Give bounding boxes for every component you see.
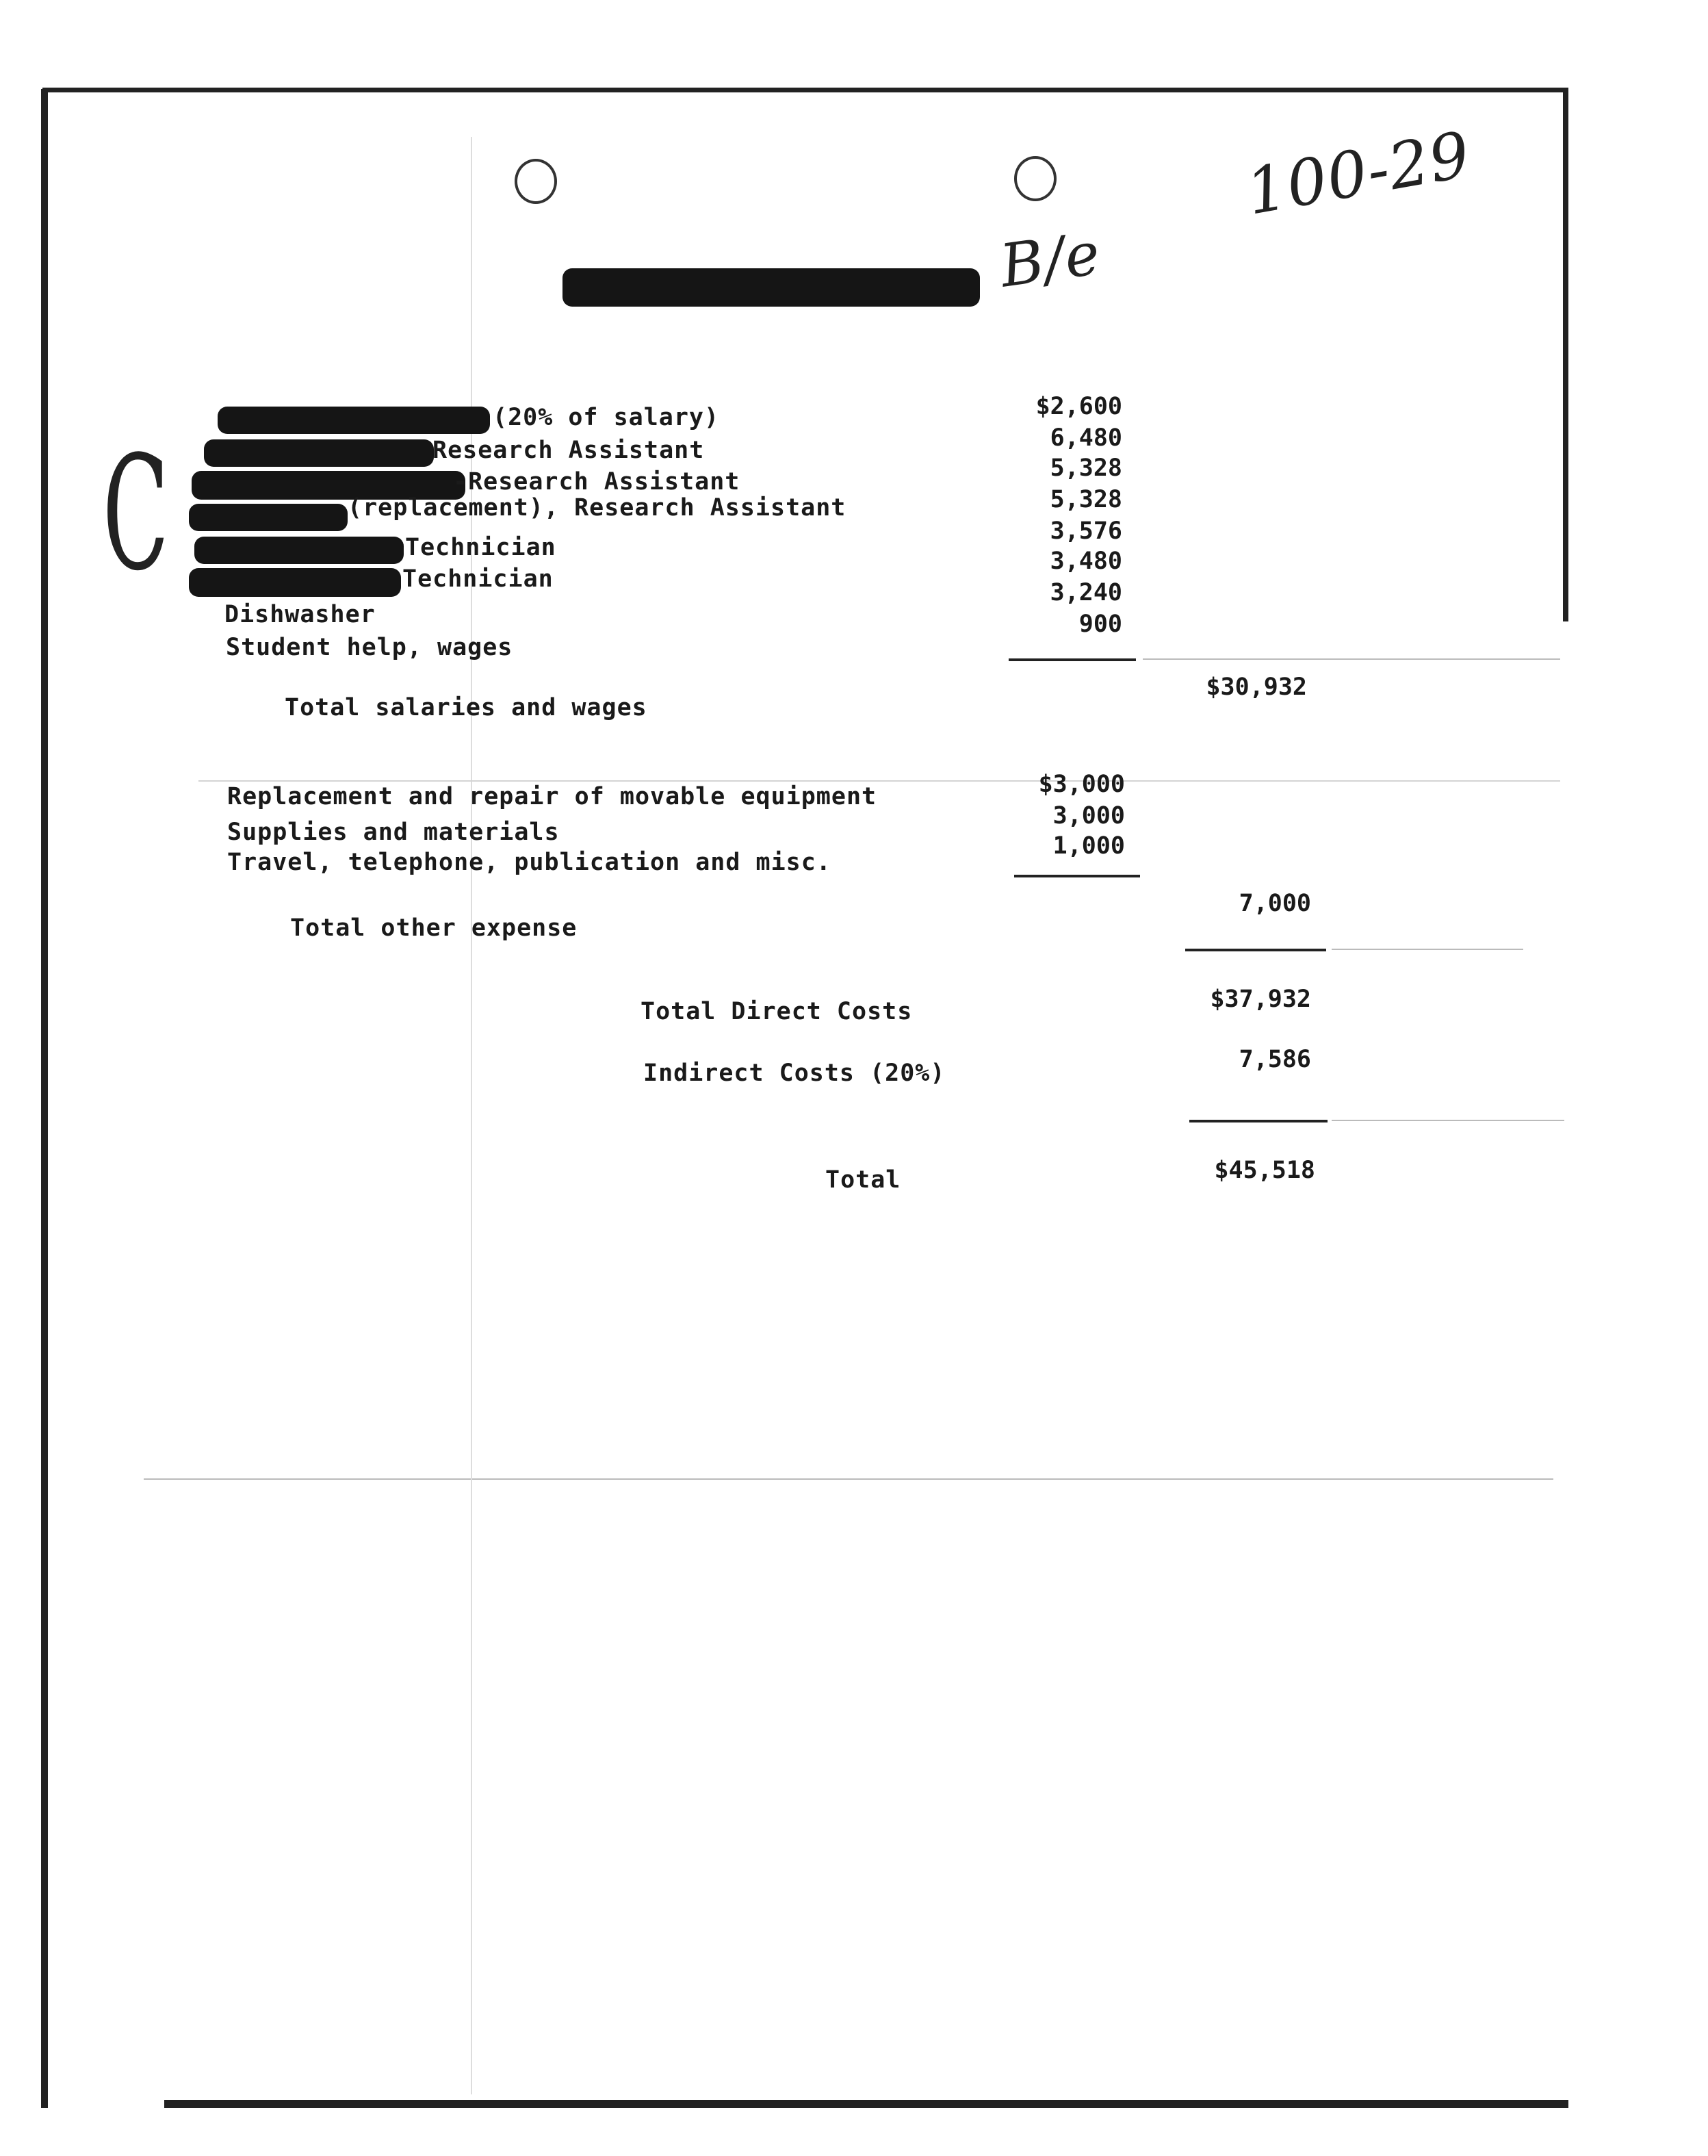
- total-direct-label: Total Direct Costs: [640, 998, 913, 1025]
- salary-label: Dishwasher: [224, 601, 376, 628]
- left-border: [41, 89, 48, 2108]
- salary-label: (20% of salary): [493, 404, 720, 431]
- salary-amount: 3,240: [1050, 579, 1122, 606]
- expense-label: Travel, telephone, publication and misc.: [227, 849, 831, 876]
- direct-costs-rule: [1185, 949, 1326, 951]
- punch-hole-right: [1014, 156, 1057, 201]
- salary-amount: 5,328: [1050, 486, 1122, 513]
- salary-dotted-rule: [1143, 658, 1560, 660]
- expense-amount: 1,000: [1052, 832, 1125, 860]
- top-border: [42, 88, 1568, 92]
- scan-fold-line: [144, 1478, 1553, 1480]
- right-border: [1563, 88, 1568, 621]
- expense-label: Replacement and repair of movable equipment: [227, 783, 877, 810]
- margin-bracket: C: [103, 423, 170, 606]
- redacted-name-4: [189, 504, 348, 531]
- total-direct-amount: $37,932: [1210, 986, 1311, 1013]
- total-other-amount: 7,000: [1239, 890, 1311, 917]
- redacted-name-5: [194, 537, 404, 564]
- indirect-costs-label: Indirect Costs (20%): [643, 1060, 946, 1087]
- expense-amount: 3,000: [1052, 802, 1125, 830]
- grand-total-label: Total: [825, 1166, 901, 1194]
- salary-label: Student help, wages: [226, 634, 513, 661]
- salary-amount: 3,480: [1050, 548, 1122, 575]
- salary-label: Research Assistant: [432, 437, 705, 464]
- grand-total-rule: [1189, 1120, 1328, 1122]
- salary-label: -Research Assistant: [453, 468, 740, 496]
- total-salaries-amount: $30,932: [1206, 673, 1307, 701]
- other-expense-dotted-rule: [198, 780, 1560, 782]
- salary-label: (replacement), Research Assistant: [348, 494, 846, 522]
- grand-total-amount: $45,518: [1214, 1157, 1315, 1184]
- salary-label: Technician: [402, 565, 554, 593]
- total-other-label: Total other expense: [290, 914, 578, 942]
- salary-amount: 3,576: [1050, 517, 1122, 545]
- punch-hole-left: [515, 159, 557, 204]
- salary-subtotal-rule: [1009, 658, 1136, 661]
- redacted-name-2: [204, 439, 434, 467]
- total-salaries-label: Total salaries and wages: [285, 694, 647, 721]
- handwritten-page-number: 100-29: [1241, 118, 1476, 229]
- grand-total-dotted-rule: [1332, 1120, 1564, 1121]
- salary-amount: $2,600: [1035, 393, 1122, 420]
- salary-amount: 6,480: [1050, 424, 1122, 452]
- redacted-name-6: [189, 568, 401, 597]
- direct-costs-dotted-rule: [1332, 949, 1523, 950]
- salary-label: Technician: [405, 534, 556, 561]
- redacted-heading: [562, 268, 980, 307]
- handwritten-mark: B/e: [996, 219, 1105, 301]
- expense-subtotal-rule: [1014, 875, 1140, 877]
- salary-amount: 5,328: [1050, 454, 1122, 482]
- expense-amount: $3,000: [1038, 771, 1125, 798]
- salary-amount: 900: [1078, 611, 1122, 638]
- expense-label: Supplies and materials: [227, 819, 560, 846]
- indirect-costs-amount: 7,586: [1239, 1046, 1311, 1073]
- bottom-border: [164, 2100, 1568, 2108]
- redacted-name-1: [218, 407, 490, 434]
